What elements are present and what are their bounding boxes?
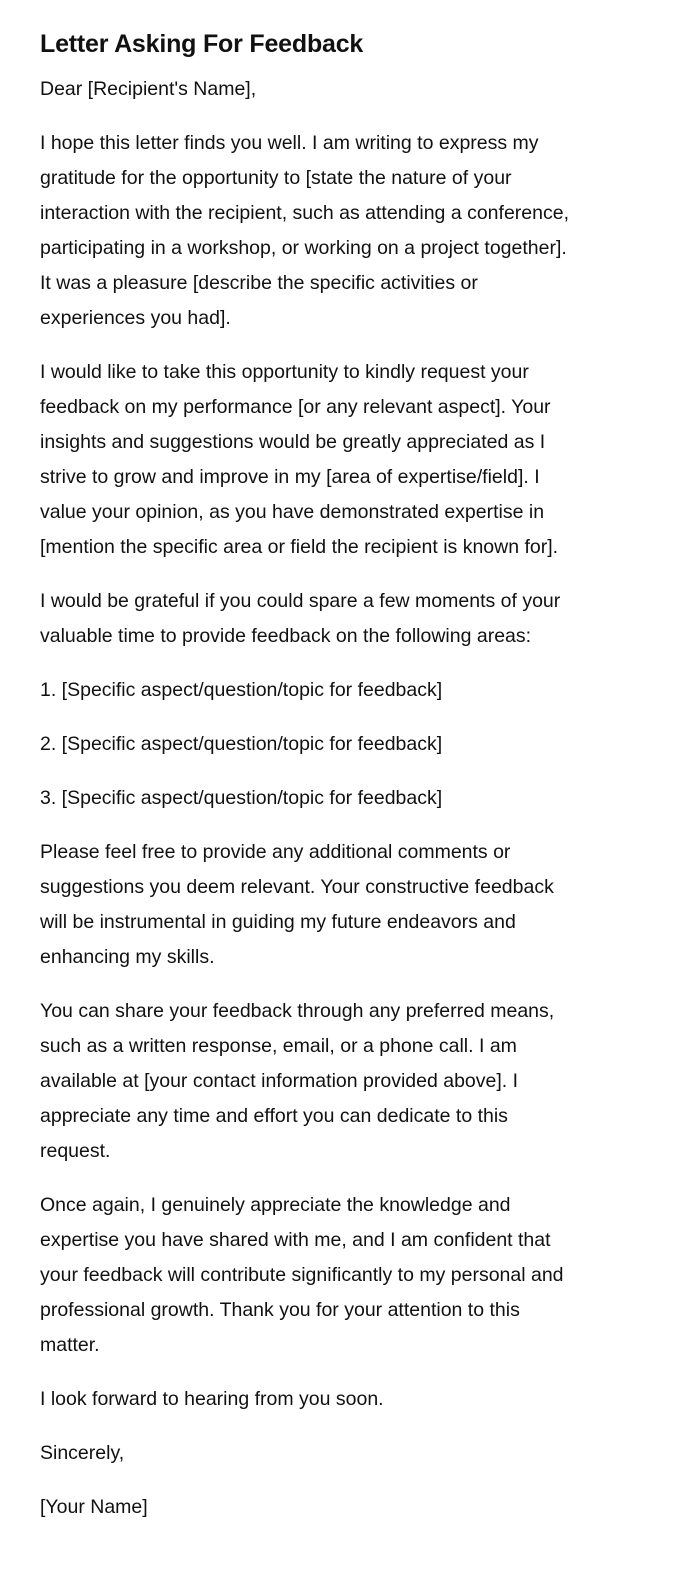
text-line: enhancing my skills.: [40, 946, 215, 968]
text-line: your feedback will contribute significantly to my personal and: [40, 1264, 564, 1286]
closing-paragraph-3: [40, 1188, 640, 1363]
text-line: expertise you have shared with me, and I am confident that: [40, 1229, 551, 1251]
text-line: It was a pleasure [describe the specific activities or: [40, 272, 478, 294]
text-line: valuable time to provide feedback on the following areas:: [40, 625, 532, 647]
page-title: Letter Asking For Feedback: [40, 30, 364, 58]
body-paragraph-1: [40, 126, 640, 336]
text-line: request.: [40, 1140, 111, 1162]
text-line: such as a written response, email, or a phone call. I am: [40, 1035, 517, 1057]
text-line: gratitude for the opportunity to [state the nature of your: [40, 167, 512, 189]
text-line: I look forward to hearing from you soon.: [40, 1388, 384, 1410]
body-paragraph-2: [40, 355, 640, 565]
text-line: appreciate any time and effort you can dedicate to this: [40, 1105, 508, 1127]
list-item: 2. [Specific aspect/question/topic for feedback]: [40, 733, 443, 755]
text-line: strive to grow and improve in my [area of expertise/field]. I: [40, 466, 540, 488]
list-item: 3. [Specific aspect/question/topic for feedback]: [40, 787, 443, 809]
list-item: 1. [Specific aspect/question/topic for feedback]: [40, 679, 443, 701]
closing-paragraph-2: [40, 994, 640, 1169]
text-line: available at [your contact information provided above]. I: [40, 1070, 519, 1092]
text-line: value your opinion, as you have demonstrated expertise in: [40, 501, 545, 523]
text-line: Please feel free to provide any additional comments or: [40, 841, 511, 863]
text-line: insights and suggestions would be greatly appreciated as I: [40, 431, 546, 453]
text-line: You can share your feedback through any preferred means,: [40, 1000, 555, 1022]
text-line: participating in a workshop, or working on a project together].: [40, 237, 567, 259]
text-line: I would be grateful if you could spare a few moments of your: [40, 590, 561, 612]
text-line: I hope this letter finds you well. I am writing to express my: [40, 132, 539, 154]
signature: [Your Name]: [40, 1496, 148, 1518]
text-line: professional growth. Thank you for your attention to this: [40, 1299, 520, 1321]
closing-paragraph-1: [40, 835, 640, 975]
text-line: feedback on my performance [or any relevant aspect]. Your: [40, 396, 551, 418]
closing-paragraph-4: [40, 1382, 640, 1417]
signoff: Sincerely,: [40, 1442, 125, 1464]
text-line: Once again, I genuinely appreciate the knowledge and: [40, 1194, 511, 1216]
text-line: I would like to take this opportunity to kindly request your: [40, 361, 529, 383]
body-paragraph-3: [40, 584, 640, 654]
text-line: [mention the specific area or field the recipient is known for].: [40, 536, 559, 558]
text-line: interaction with the recipient, such as attending a conference,: [40, 202, 569, 224]
salutation: Dear [Recipient's Name],: [40, 78, 257, 100]
text-line: suggestions you deem relevant. Your constructive feedback: [40, 876, 554, 898]
text-line: matter.: [40, 1334, 100, 1356]
text-line: experiences you had].: [40, 307, 231, 329]
text-line: will be instrumental in guiding my future endeavors and: [40, 911, 516, 933]
